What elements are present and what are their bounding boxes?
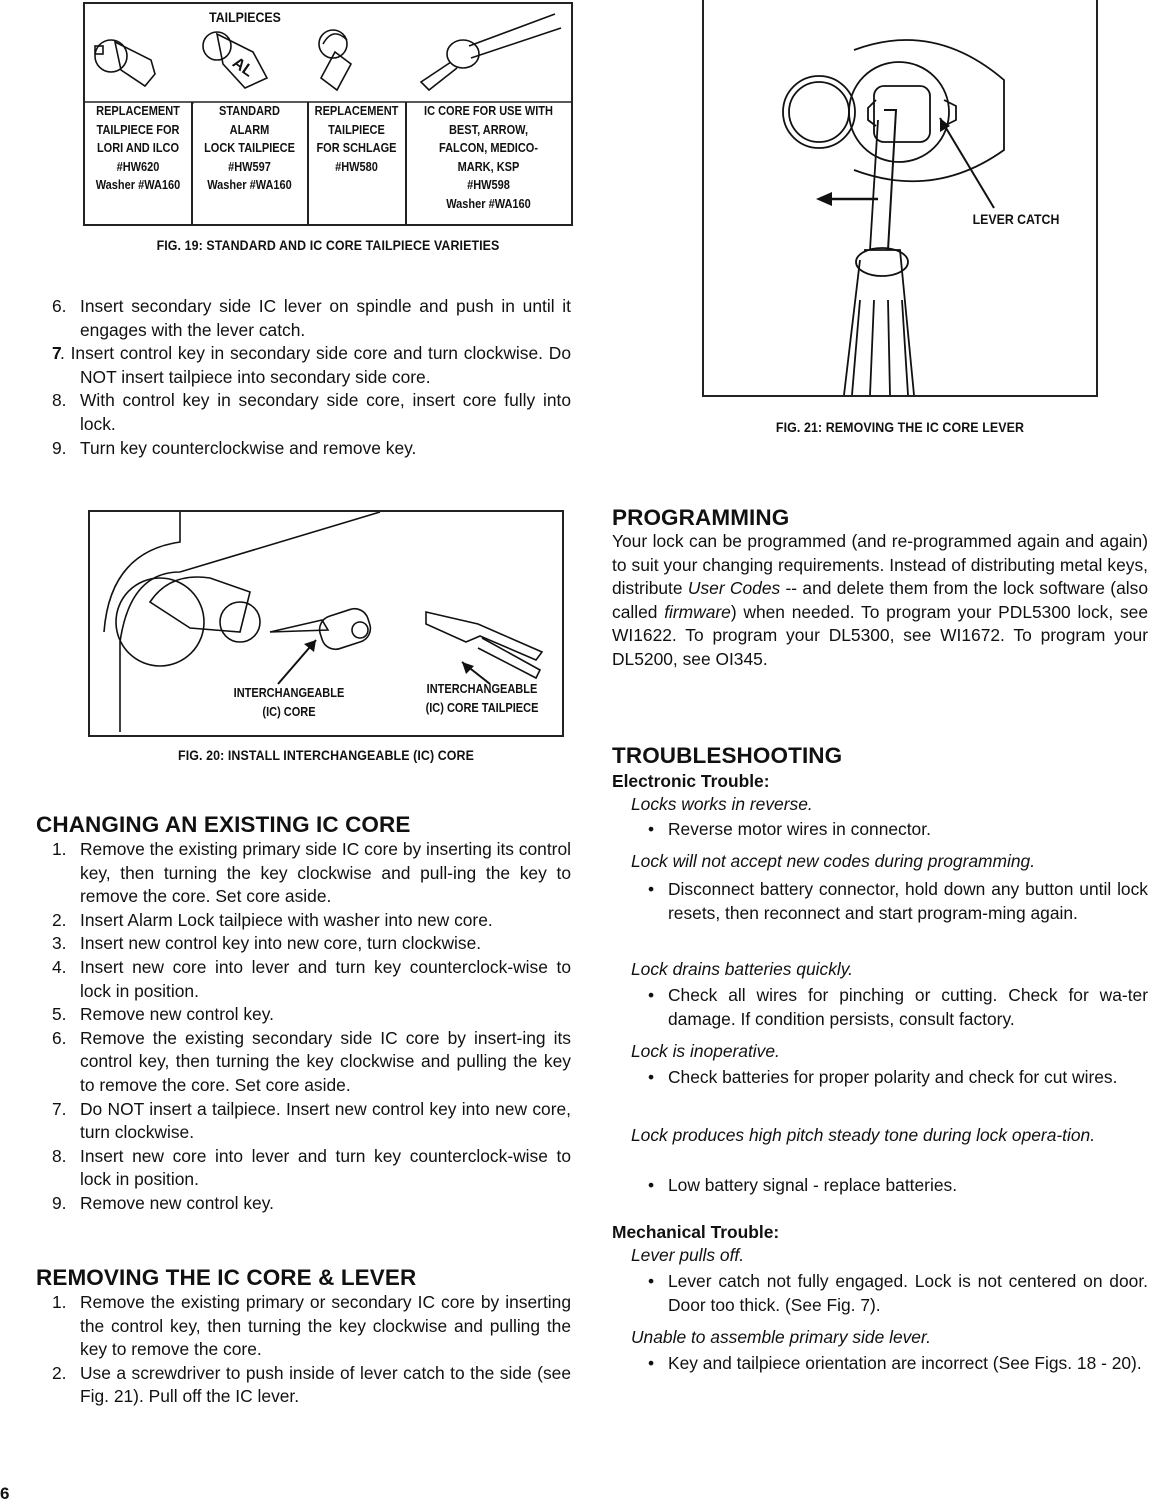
list-item: 7 . Insert control key in secondary side core and turn clockwise. Do NOT insert tailpiece into secondary side core. xyxy=(52,343,571,387)
remedy-7: • Key and tailpiece orientation are incorrect (See Figs. 18 - 20). xyxy=(648,1353,1142,1373)
list-item: 3. Insert new control key into new core, turn clockwise. xyxy=(52,933,482,954)
list-item: 8. With control key in secondary side core, insert core fully into lock. xyxy=(52,390,571,434)
figure-21 xyxy=(702,0,1098,397)
remedy-3: • Check all wires for pinching or cutting. Check for wa-ter damage. If condition persists, consult factory. xyxy=(648,985,1148,1029)
symptom-2: Lock will not accept new codes during programming. xyxy=(631,851,1036,871)
steps-list-a xyxy=(52,295,571,460)
standard-tailpiece-icon xyxy=(203,32,267,88)
remedy-6: • Lever catch not fully engaged. Lock is not centered on door. Door too thick. (See Fig. 7). xyxy=(648,1271,1148,1315)
list-item: 1. Remove the existing primary or secondary IC core by inserting the control key, then turning the key clockwise and pulling the key to remove the core. xyxy=(52,1292,571,1360)
list-item: 4. Insert new core into lever and turn key counterclock-wise to lock in position. xyxy=(52,956,571,1001)
list-item: 2. Use a screwdriver to push inside of lever catch to the side (see Fig. 21). Pull off the IC lever. xyxy=(52,1362,571,1407)
fig19-caption: FIG. 19: STANDARD AND IC CORE TAILPIECE VARIETIES xyxy=(156,238,500,253)
remedy-4: • Check batteries for proper polarity and check for cut wires. xyxy=(648,1067,1118,1087)
page-number: 6 xyxy=(0,1484,10,1503)
fig19-divider-3 xyxy=(405,102,407,226)
remedy-2: • Disconnect battery connector, hold down any button until lock resets, then reconnect and start program-ming again. xyxy=(648,879,1148,923)
electronic-trouble-heading: Electronic Trouble: xyxy=(612,771,770,791)
list-item: 6. Insert secondary side IC lever on spindle and push in until it engages with the lever catch. xyxy=(52,296,571,340)
changing-steps xyxy=(52,838,571,1216)
symptom-3: Lock drains batteries quickly. xyxy=(631,959,853,979)
list-item: 8. Insert new core into lever and turn key counterclock-wise to lock in position. xyxy=(52,1145,571,1190)
lori-ilco-tailpiece-icon xyxy=(95,40,155,86)
list-item: 9. Turn key counterclockwise and remove key. xyxy=(52,437,417,458)
programming-heading: PROGRAMMING xyxy=(612,505,790,530)
ic-tailpiece-label: INTERCHANGEABLE (IC) CORE TAILPIECE xyxy=(425,682,539,715)
changing-heading: CHANGING AN EXISTING IC CORE xyxy=(36,812,411,837)
fig20-caption: FIG. 20: INSTALL INTERCHANGEABLE (IC) CORE xyxy=(178,748,474,763)
list-item: 1. Remove the existing primary side IC core by inserting its control key, then turning the key clockwise and pull-ing the key to remove the core. Set core aside. xyxy=(52,839,571,907)
list-item: 7. Do NOT insert a tailpiece. Insert new control key into new core, turn clockwise. xyxy=(52,1098,571,1143)
remedy-5: • Low battery signal - replace batteries. xyxy=(648,1175,958,1195)
lever-catch-label: LEVER CATCH xyxy=(972,211,1060,227)
list-item: 5. Remove new control key. xyxy=(52,1004,274,1025)
schlage-tailpiece-icon xyxy=(319,30,351,90)
col1-label: REPLACEMENT TAILPIECE FOR LORI AND ILCO #HW620 Washer #WA160 xyxy=(95,104,181,192)
troubleshooting-heading: TROUBLESHOOTING xyxy=(612,743,843,768)
svg-text:AL: AL xyxy=(229,54,257,81)
list-item: 6. Remove the existing secondary side IC core by insert-ing its control key, then turning the key clockwise and pulling the key to remove the core. Set core aside. xyxy=(52,1027,571,1095)
remedy-1: • Reverse motor wires in connector. xyxy=(648,819,931,839)
fig21-caption: FIG. 21: REMOVING THE IC CORE LEVER xyxy=(775,420,1025,435)
ic-core-label: INTERCHANGEABLE (IC) CORE xyxy=(233,686,345,719)
mechanical-trouble-heading: Mechanical Trouble: xyxy=(612,1222,780,1242)
figure-19 xyxy=(83,2,573,226)
symptom-4: Lock is inoperative. xyxy=(631,1041,780,1061)
col2-label: STANDARD ALARM LOCK TAILPIECE #HW597 Washer #WA160 xyxy=(204,104,295,192)
list-item: 2. Insert Alarm Lock tailpiece with washer into new core. xyxy=(52,909,493,930)
tailpieces-header: TAILPIECES xyxy=(209,9,281,25)
removing-heading: REMOVING THE IC CORE & LEVER xyxy=(36,1265,417,1290)
col3-label: REPLACEMENT TAILPIECE FOR SCHLAGE #HW580 xyxy=(314,104,399,174)
figure-20 xyxy=(88,510,564,737)
lever-removal-illustration xyxy=(704,0,1096,395)
ic-core-tailpiece-icon xyxy=(421,14,561,90)
tailpiece-illustrations xyxy=(85,4,571,104)
fig19-divider-2 xyxy=(307,102,309,226)
fig19-divider-1 xyxy=(191,102,193,226)
symptom-1: Locks works in reverse. xyxy=(631,794,813,814)
symptom-7: Unable to assemble primary side lever. xyxy=(631,1327,931,1347)
list-item: 9. Remove new control key. xyxy=(52,1192,274,1213)
removing-steps xyxy=(52,1291,571,1409)
col4-label: IC CORE FOR USE WITH BEST, ARROW, FALCON, MEDICO- MARK, KSP #HW598 Washer #WA160 xyxy=(424,104,553,211)
programming-text: Your lock can be programmed (and re-programmed again and again) to suit your changing requirements. Instead of distributing metal keys, distribute User Codes -- and delete them from the lock software (also called firmware) when needed. To program your PDL5300 lock, see WI1622. To program your DL5300, see WI1672. To program your DL5200, see OI345. xyxy=(612,531,1148,669)
symptom-5: Lock produces high pitch steady tone during lock opera-tion. xyxy=(631,1125,1096,1145)
symptom-6: Lever pulls off. xyxy=(631,1245,745,1265)
